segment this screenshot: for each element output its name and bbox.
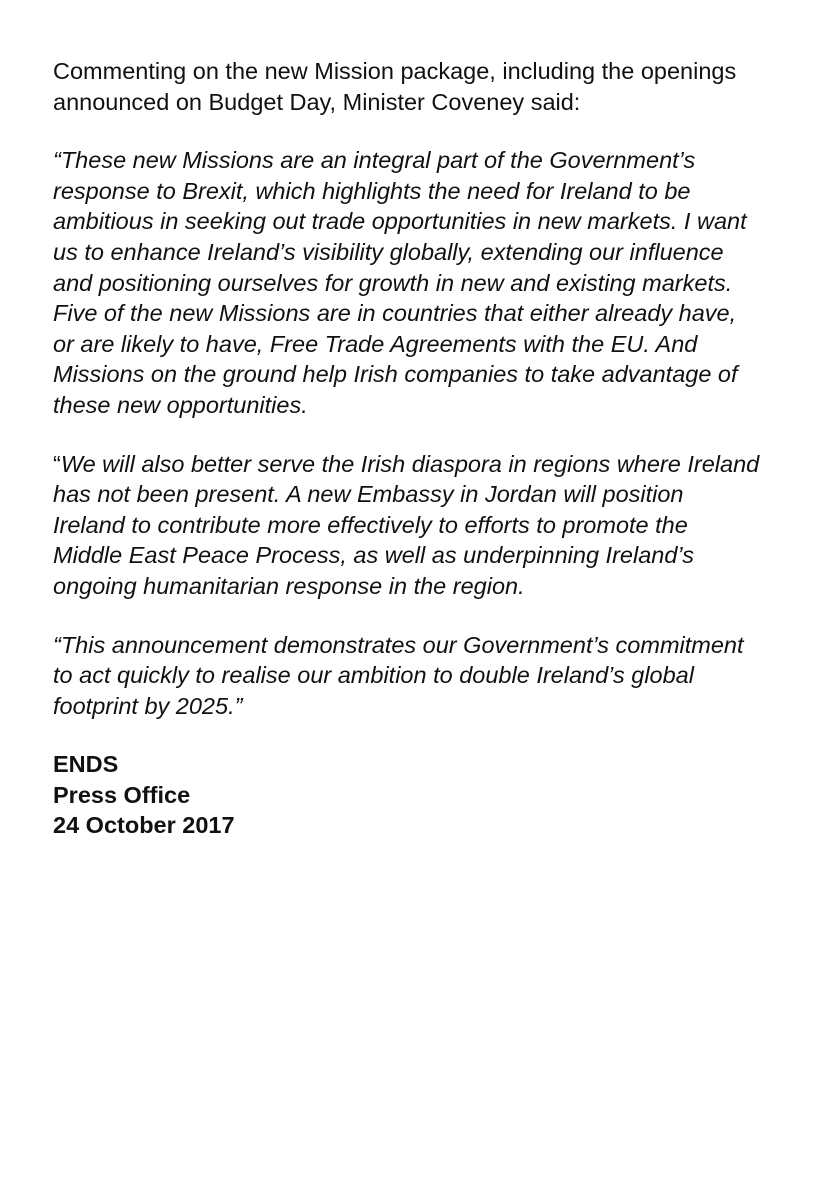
quote-line: ongoing humanitarian response in the region. <box>53 572 525 599</box>
press-release-document <box>53 56 813 841</box>
quote-line: response to Brexit, which highlights the need for Ireland to be <box>53 177 691 204</box>
quote-line: us to enhance Ireland’s visibility globally, extending our influence <box>53 238 724 265</box>
quote-line: has not been present. A new Embassy in Jordan will position <box>53 481 684 508</box>
quote-line: footprint by 2025.” <box>53 692 243 719</box>
quote-paragraph-diaspora <box>53 449 813 602</box>
quote-line: and positioning ourselves for growth in new and existing markets. <box>53 269 733 296</box>
quote-line: “These new Missions are an integral part of the Government’s <box>53 147 696 174</box>
intro-line: announced on Budget Day, Minister Coveney said: <box>53 88 581 115</box>
quote-line: to act quickly to realise our ambition to double Ireland’s global <box>53 662 694 689</box>
quote-line-text: We will also better serve the Irish diaspora in regions where Ireland <box>60 450 760 477</box>
release-date: 24 October 2017 <box>53 812 235 839</box>
intro-paragraph <box>53 56 813 117</box>
quote-line: or are likely to have, Free Trade Agreements with the EU. And <box>53 330 698 357</box>
press-office-label: Press Office <box>53 781 191 808</box>
quote-line: “This announcement demonstrates our Government’s commitment <box>53 631 744 658</box>
quote-line: Middle East Peace Process, as well as underpinning Ireland’s <box>53 542 694 569</box>
quote-line: ambitious in seeking out trade opportunities in new markets. I want <box>53 208 747 235</box>
ends-marker: ENDS <box>53 751 119 778</box>
intro-line: Commenting on the new Mission package, including the openings <box>53 58 737 84</box>
quote-line: Ireland to contribute more effectively to efforts to promote the <box>53 511 688 538</box>
quote-paragraph-announcement <box>53 630 813 722</box>
open-quote-mark: “ <box>53 450 61 477</box>
sign-off-block <box>53 749 813 841</box>
quote-line: these new opportunities. <box>53 391 308 418</box>
quote-line: Five of the new Missions are in countries that either already have, <box>53 300 737 327</box>
quote-line <box>53 449 813 480</box>
quote-line: Missions on the ground help Irish companies to take advantage of <box>53 361 738 388</box>
quote-paragraph-brexit <box>53 145 813 420</box>
